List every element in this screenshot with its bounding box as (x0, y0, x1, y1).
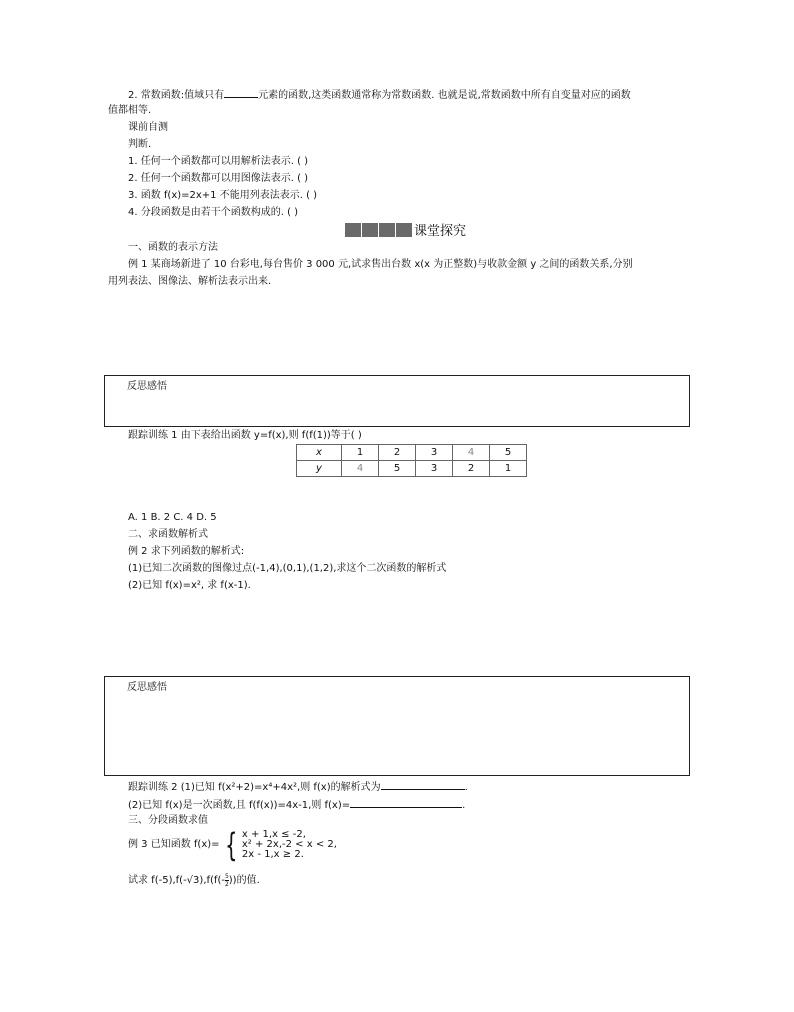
example1-line-1: 例 1 某商场新进了 10 台彩电,每台售价 3 000 元,试求售出台数 x(x 为正整数)与收款金额 y 之间的函数关系,分别 (128, 259, 633, 270)
case-line: x² + 2x,-2 < x < 2, (241, 839, 337, 850)
example3-task (128, 872, 260, 890)
practice2-line-1 (128, 779, 468, 795)
section-banner (345, 220, 466, 239)
task-text: 试求 f(-5),f(-√3),f(f( (128, 875, 222, 886)
banner-block (396, 223, 412, 237)
reflection-label: 反思感悟 (127, 682, 167, 693)
table-cell: 3 (416, 461, 453, 477)
table-cell: 1 (342, 445, 379, 461)
intro-line-1 (128, 87, 631, 103)
practice2-text: . (462, 800, 466, 811)
section3-heading: 三、分段函数求值 (128, 815, 208, 826)
banner-title: 课堂探究 (414, 224, 467, 239)
table-cell: 2 (379, 445, 416, 461)
intro-text-a: 2. 常数函数:值域只有 (128, 90, 225, 101)
task-text: ))的值. (228, 875, 260, 886)
table-cell: 5 (490, 445, 527, 461)
table-cell: 4 (342, 461, 379, 477)
answer-blank[interactable] (224, 87, 258, 98)
left-brace-icon: { (224, 826, 237, 864)
example2-question-1: (1)已知二次函数的图像过点(-1,4),(0,1),(1,2),求这个二次函数的解析式 (128, 563, 447, 574)
reflection-box-2[interactable] (104, 676, 690, 776)
example2-question-2: (2)已知 f(x)=x², 求 f(x-1). (128, 580, 251, 591)
table-cell: 5 (379, 461, 416, 477)
example3-label: 例 3 已知函数 f(x)= (128, 839, 220, 850)
banner-block (345, 223, 361, 237)
function-table (296, 444, 527, 477)
pretest-item-3: 3. 函数 f(x)=2x+1 不能用列表法表示. ( ) (128, 190, 318, 201)
practice1-options: A. 1 B. 2 C. 4 D. 5 (128, 512, 217, 523)
case-line: 2x - 1,x ≥ 2. (241, 849, 304, 860)
pretest-subtitle: 判断. (128, 139, 152, 150)
answer-blank[interactable] (381, 779, 465, 790)
table-row (297, 445, 527, 461)
case-line: x + 1,x ≤ -2, (241, 829, 306, 840)
intro-line-2: 值都相等. (108, 105, 152, 116)
practice2-text: 跟踪训练 2 (1)已知 f(x²+2)=x⁴+4x²,则 f(x)的解析式为 (128, 782, 381, 793)
example2-stem: 例 2 求下列函数的解析式: (128, 546, 245, 557)
pretest-title: 课前自测 (128, 122, 168, 133)
piecewise-function (128, 826, 337, 864)
table-header-cell: x (297, 445, 342, 461)
practice2-text: (2)已知 f(x)是一次函数,且 f(f(x))=4x-1,则 f(x)= (128, 800, 351, 811)
practice2-text: . (464, 782, 468, 793)
frac-sign: - (221, 875, 225, 886)
table-cell: 1 (490, 461, 527, 477)
section1-heading: 一、函数的表示方法 (128, 242, 218, 253)
example1-line-2: 用列表法、图像法、解析法表示出来. (108, 276, 272, 287)
table-cell: 3 (416, 445, 453, 461)
section2-heading: 二、求函数解析式 (128, 529, 208, 540)
table-cell: 4 (453, 445, 490, 461)
answer-blank[interactable] (350, 797, 462, 808)
reflection-box-1[interactable] (104, 375, 690, 427)
pretest-item-1: 1. 任何一个函数都可以用解析法表示. ( ) (128, 156, 309, 167)
intro-text-b: 元素的函数,这类函数通常称为常数函数. 也就是说,常数函数中所有自变量对应的函数 (258, 90, 631, 101)
pretest-item-4: 4. 分段函数是由若干个函数构成的. ( ) (128, 207, 299, 218)
table-cell: 2 (453, 461, 490, 477)
practice2-line-2 (128, 797, 465, 813)
reflection-label: 反思感悟 (127, 381, 167, 392)
practice1-stem: 跟踪训练 1 由下表给出函数 y=f(x),则 f(f(1))等于( ) (128, 430, 362, 441)
fraction-denominator: 2 (224, 880, 229, 888)
fraction-numerator: 5 (224, 872, 229, 880)
banner-block (362, 223, 378, 237)
banner-block (379, 223, 395, 237)
table-row (297, 461, 527, 477)
pretest-item-2: 2. 任何一个函数都可以用图像法表示. ( ) (128, 173, 309, 184)
piecewise-cases (242, 830, 337, 860)
table-header-cell: y (297, 461, 342, 477)
